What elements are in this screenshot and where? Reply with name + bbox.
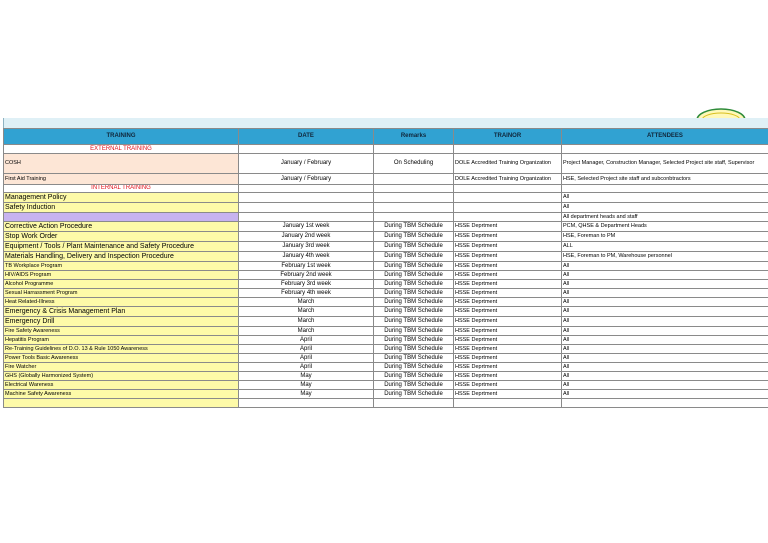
- col-header-date: DATE: [239, 129, 374, 145]
- cell-remarks: During TBM Schedule: [374, 336, 454, 345]
- cell-trainor: HSSE Deprtment: [454, 262, 562, 271]
- cell-attendees: All department heads and staff: [562, 213, 768, 222]
- training-schedule-sheet: [3, 118, 768, 408]
- cell-remarks: During TBM Schedule: [374, 363, 454, 372]
- empty-row: [4, 399, 768, 408]
- cell-remarks: During TBM Schedule: [374, 252, 454, 262]
- cell-training: TB Workplace Program: [4, 262, 239, 271]
- cell-attendees: All: [562, 336, 768, 345]
- table-row: [4, 174, 768, 185]
- cell-attendees: HSE, Foreman to PM: [562, 232, 768, 242]
- training-table: [3, 128, 768, 408]
- cell-date: May: [239, 381, 374, 390]
- cell-date: January / February: [239, 154, 374, 174]
- table-row: [4, 193, 768, 203]
- table-row: [4, 363, 768, 372]
- table-row: [4, 317, 768, 327]
- cell-trainor: HSSE Deprtment: [454, 354, 562, 363]
- cell-attendees: HSE, Selected Project site staff and subconbtractors: [562, 174, 768, 185]
- cell-date: February 1st week: [239, 262, 374, 271]
- cell-date: January / February: [239, 174, 374, 185]
- cell-date: [239, 203, 374, 213]
- table-row: [4, 345, 768, 354]
- cell-remarks: On Scheduling: [374, 154, 454, 174]
- table-row: [4, 336, 768, 345]
- cell-date: March: [239, 307, 374, 317]
- cell-trainor: HSSE Deprtment: [454, 363, 562, 372]
- internal-training-label: INTERNAL TRAINING: [4, 185, 239, 193]
- cell-training: COSH: [4, 154, 239, 174]
- table-row: [4, 354, 768, 363]
- cell-training: Machine Safety Awareness: [4, 390, 239, 399]
- cell-remarks: During TBM Schedule: [374, 222, 454, 232]
- cell-remarks: During TBM Schedule: [374, 232, 454, 242]
- cell-training: Hepatitis Program: [4, 336, 239, 345]
- cell-date: March: [239, 317, 374, 327]
- cell-training: Electrical Wareness: [4, 381, 239, 390]
- cell-training: Re-Training Guidelines of D.O. 13 & Rule 1050 Awareness: [4, 345, 239, 354]
- table-row: [4, 154, 768, 174]
- table-row: [4, 252, 768, 262]
- cell-date: May: [239, 372, 374, 381]
- cell-attendees: All: [562, 372, 768, 381]
- cell-date: January 3rd week: [239, 242, 374, 252]
- cell-date: March: [239, 327, 374, 336]
- cell-training: Stop Work Order: [4, 232, 239, 242]
- cell-training: [4, 213, 239, 222]
- cell-remarks: [374, 193, 454, 203]
- cell-trainor: HSSE Deprtment: [454, 307, 562, 317]
- cell-training: First Aid Training: [4, 174, 239, 185]
- col-header-trainor: TRAINOR: [454, 129, 562, 145]
- table-row: [4, 203, 768, 213]
- cell-trainor: DOLE Accredited Training Organization: [454, 154, 562, 174]
- cell-attendees: All: [562, 193, 768, 203]
- cell-attendees: All: [562, 298, 768, 307]
- cell-remarks: During TBM Schedule: [374, 289, 454, 298]
- cell-trainor: [454, 213, 562, 222]
- cell-training: Power Tools Basic Awareness: [4, 354, 239, 363]
- cell-date: January 2nd week: [239, 232, 374, 242]
- table-row: [4, 307, 768, 317]
- cell-remarks: During TBM Schedule: [374, 307, 454, 317]
- cell-trainor: HSSE Deprtment: [454, 222, 562, 232]
- cell-attendees: All: [562, 390, 768, 399]
- cell-date: January 4th week: [239, 252, 374, 262]
- table-row: [4, 289, 768, 298]
- cell-date: April: [239, 336, 374, 345]
- cell-trainor: HSSE Deprtment: [454, 232, 562, 242]
- cell-remarks: During TBM Schedule: [374, 280, 454, 289]
- table-row: [4, 390, 768, 399]
- cell-date: [239, 213, 374, 222]
- cell-date: March: [239, 298, 374, 307]
- cell-training: Corrective Action Procedure: [4, 222, 239, 232]
- internal-training-label-row: [4, 185, 768, 193]
- cell-training: Fire Safety Awareness: [4, 327, 239, 336]
- cell-trainor: HSSE Deprtment: [454, 381, 562, 390]
- table-row: [4, 298, 768, 307]
- col-header-remarks: Remarks: [374, 129, 454, 145]
- table-row: [4, 327, 768, 336]
- cell-remarks: During TBM Schedule: [374, 317, 454, 327]
- cell-trainor: HSSE Deprtment: [454, 390, 562, 399]
- table-row: [4, 372, 768, 381]
- cell-remarks: During TBM Schedule: [374, 262, 454, 271]
- cell-training: Alcohol Programme: [4, 280, 239, 289]
- cell-attendees: All: [562, 271, 768, 280]
- cell-date: January 1st week: [239, 222, 374, 232]
- external-training-label: EXTERNAL TRAINING: [4, 145, 239, 154]
- cell-remarks: [374, 174, 454, 185]
- cell-attendees: All: [562, 345, 768, 354]
- cell-training: Sexual Harrassment Program: [4, 289, 239, 298]
- cell-date: February 3rd week: [239, 280, 374, 289]
- cell-attendees: All: [562, 363, 768, 372]
- cell-trainor: HSSE Deprtment: [454, 336, 562, 345]
- cell-training: Safety Induction: [4, 203, 239, 213]
- header-row: [4, 129, 768, 145]
- cell-date: April: [239, 345, 374, 354]
- cell-trainor: HSSE Deprtment: [454, 271, 562, 280]
- cell-training: Fire Watcher: [4, 363, 239, 372]
- cell-remarks: During TBM Schedule: [374, 354, 454, 363]
- table-row: [4, 271, 768, 280]
- cell-trainor: [454, 203, 562, 213]
- cell-training: GHS (Globally Harmonized System): [4, 372, 239, 381]
- table-row: [4, 381, 768, 390]
- cell-training: Management Policy: [4, 193, 239, 203]
- cell-date: April: [239, 354, 374, 363]
- table-row: [4, 222, 768, 232]
- cell-remarks: During TBM Schedule: [374, 242, 454, 252]
- cell-training: Emergency & Crisis Management Plan: [4, 307, 239, 317]
- cell-remarks: During TBM Schedule: [374, 345, 454, 354]
- table-row: [4, 213, 768, 222]
- cell-attendees: All: [562, 307, 768, 317]
- cell-trainor: DOLE Accredited Training Organization: [454, 174, 562, 185]
- cell-trainor: [454, 193, 562, 203]
- table-row: [4, 280, 768, 289]
- cell-date: February 2nd week: [239, 271, 374, 280]
- cell-trainor: HSSE Deprtment: [454, 298, 562, 307]
- cell-remarks: During TBM Schedule: [374, 327, 454, 336]
- table-row: [4, 242, 768, 252]
- cell-training: Materials Handling, Delivery and Inspection Procedure: [4, 252, 239, 262]
- cell-attendees: ALL: [562, 242, 768, 252]
- cell-attendees: All: [562, 317, 768, 327]
- cell-remarks: During TBM Schedule: [374, 390, 454, 399]
- cell-attendees: All: [562, 327, 768, 336]
- cell-training: Equipment / Tools / Plant Maintenance and Safety Procedure: [4, 242, 239, 252]
- cell-attendees: All: [562, 354, 768, 363]
- cell-remarks: [374, 203, 454, 213]
- external-training-label-row: [4, 145, 768, 154]
- cell-date: [239, 193, 374, 203]
- cell-trainor: HSSE Deprtment: [454, 345, 562, 354]
- cell-attendees: PCM, QHSE & Department Heads: [562, 222, 768, 232]
- header-band: [3, 118, 768, 128]
- cell-attendees: All: [562, 203, 768, 213]
- cell-trainor: HSSE Deprtment: [454, 327, 562, 336]
- cell-attendees: All: [562, 280, 768, 289]
- cell-remarks: During TBM Schedule: [374, 381, 454, 390]
- cell-remarks: During TBM Schedule: [374, 298, 454, 307]
- col-header-training: TRAINING: [4, 129, 239, 145]
- cell-trainor: HSSE Deprtment: [454, 289, 562, 298]
- cell-trainor: HSSE Deprtment: [454, 317, 562, 327]
- cell-attendees: All: [562, 289, 768, 298]
- table-row: [4, 232, 768, 242]
- cell-trainor: HSSE Deprtment: [454, 280, 562, 289]
- cell-training: HIV/AIDS Program: [4, 271, 239, 280]
- cell-trainor: HSSE Deprtment: [454, 372, 562, 381]
- col-header-attendees: ATTENDEES: [562, 129, 768, 145]
- cell-date: May: [239, 390, 374, 399]
- cell-attendees: Project Manager, Construction Manager, Selected Project site staff, Supervisor: [562, 154, 768, 174]
- cell-training: Emergency Drill: [4, 317, 239, 327]
- cell-attendees: All: [562, 262, 768, 271]
- cell-trainor: HSSE Deprtment: [454, 252, 562, 262]
- table-row: [4, 262, 768, 271]
- cell-date: February 4th week: [239, 289, 374, 298]
- cell-remarks: During TBM Schedule: [374, 271, 454, 280]
- cell-attendees: HSE, Foreman to PM, Warehouse personnel: [562, 252, 768, 262]
- cell-date: April: [239, 363, 374, 372]
- cell-remarks: During TBM Schedule: [374, 372, 454, 381]
- cell-trainor: HSSE Deprtment: [454, 242, 562, 252]
- cell-training: Heat Related-Illness: [4, 298, 239, 307]
- cell-attendees: All: [562, 381, 768, 390]
- cell-remarks: [374, 213, 454, 222]
